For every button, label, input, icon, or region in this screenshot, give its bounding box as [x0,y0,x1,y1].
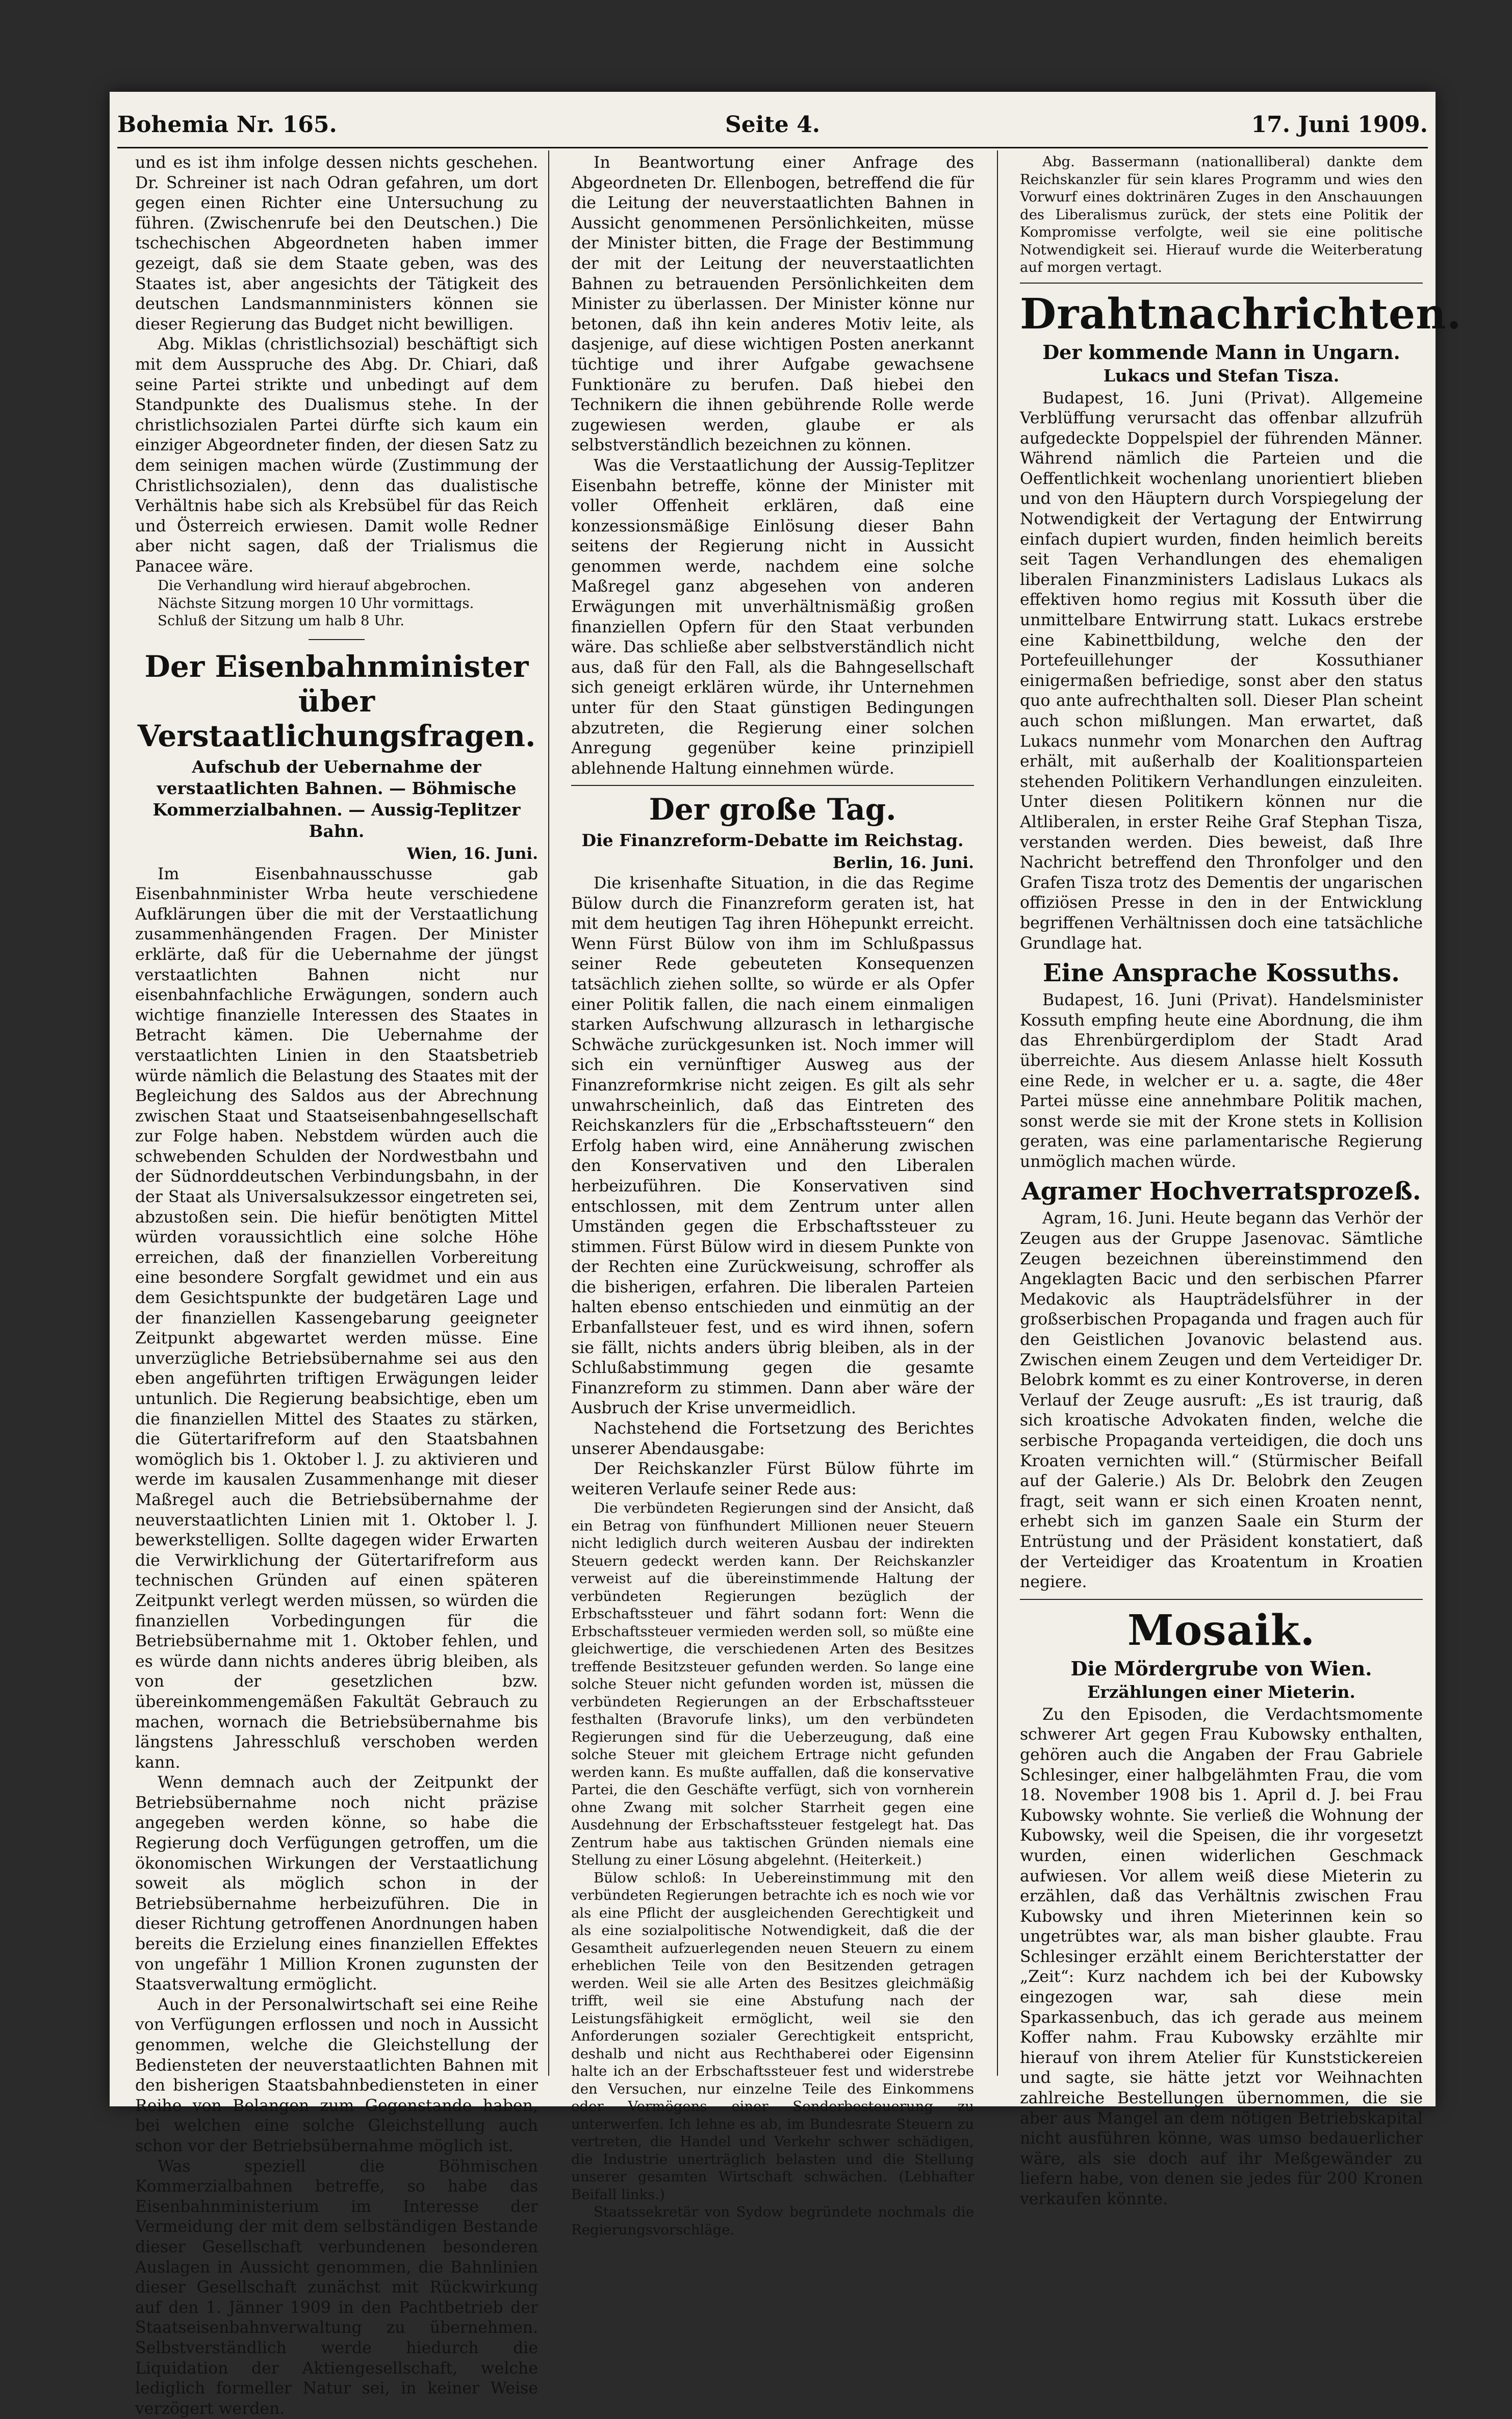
column-rule-2 [997,150,998,2076]
issue-date: 17. Juni 1909. [1251,112,1428,138]
paragraph: Nachstehend die Fortsetzung des Berichtes unserer Abendausgabe: [571,1419,974,1458]
paragraph: Budapest, 16. Juni (Privat). Handelsminister Kossuth empfing heute eine Abordnung, die ihm das Ehrenbürgerdiplom der Stadt Arad überreichte. Aus diesem Anlasse hielt Kossuth eine Rede, in welcher er u. a. sagte, die 48er Partei müsse eine annehmbare Politik machen, sonst werde sie mit der Krone stets in Kollision geraten, was eine parlamentarische Regierung unmöglich machen würde. [1020,991,1423,1171]
article-headline: Der Eisenbahnminister über Verstaatlichungsfragen. [137,649,536,753]
section-headline: Drahtnachrichten. [1020,289,1462,339]
column-2 [571,153,974,2238]
paragraph: und es ist ihm infolge dessen nichts geschehen. Dr. Schreiner ist nach Odran gefahren, um dort gegen einen Richter eine Untersuchung zu führen. (Zwischenrufe bei den Deutschen.) Die tschechischen Abgeordneten haben immer gezeigt, daß sie dem Staate geben, was des Staates ist, aber angesichts der Tätigkeit des deutschen Landsmannministers können sie dieser Regierung das Budget nicht bewilligen. [135,154,538,334]
article-subheadline: Die Finanzreform-Debatte im Reichstag. [581,830,964,851]
dateline: Berlin, 16. Juni. [833,854,974,873]
adjourn-line: Schluß der Sitzung um halb 8 Uhr. [158,613,405,629]
article-subheadline: Aufschub der Uebernahme der verstaatlichten Bahnen. — Böhmische Kommerzialbahnen. — Aussig-Teplitzer Bahn. [152,756,521,841]
divider [309,639,365,640]
article-headline: Der große Tag. [649,792,896,827]
article-headline: Der kommende Mann in Ungarn. [1042,340,1400,364]
paragraph: Bülow schloß: In Uebereinstimmung mit den verbündeten Regierungen betrachte ich es noch wie vor als eine Pflicht der ausgleichenden Gerechtigkeit und als eine sozialpolitische Notwendigkeit, daß die der Gesamtheit aufzuerlegenden neuen Steuern zu einem erheblichen Teile von den Besitzenden getragen werden. Weil sie alle Arten des Besitzes gleichmäßig trifft, weil sie eine Abstufung nach der Leistungsfähigkeit ermöglicht, weil sie den Anforderungen sozialer Gerechtigkeit entspricht, deshalb und nicht aus Rechthaberei oder Eigensinn halte ich an der Erbschaftssteuer fest und widerstrebe den Versuchen, nur einzelne Teile des Einkommens oder Vermögens einer Sonderbesteuerung zu unterwerfen. Ich lehne es ab, im Bundesrate Steuern zu vertreten, die Handel und Verkehr schwer schädigen, die Industrie unerträglich belasten und die Stellung unserer gesamten Wirtschaft schwächen. (Lebhafter Beifall links.) [571,1869,974,2203]
paragraph: Staatssekretär von Sydow begründete nochmals die Regierungsvorschläge. [571,2204,974,2238]
page-number: Seite 4. [725,112,821,138]
adjourn-line: Nächste Sitzung morgen 10 Uhr vormittags. [158,595,474,612]
paragraph: Was speziell die Böhmischen Kommerzialbahnen betreffe, so habe das Eisenbahnministerium im Interesse der Vermeidung der mit dem selbständigen Bestande dieser Gesellschaft verbundenen besonderen Auslagen in Aussicht genommen, die Bahnlinien dieser Gesellschaft zunächst mit Rückwirkung auf den 1. Jänner 1909 in den Pachtbetrieb der Staatseisenbahnverwaltung zu übernehmen. Selbstverständlich werde hiedurch die Liquidation der Aktiengesellschaft, welche lediglich formeller Natur sei, in keiner Weise verzögert werden. [135,2157,538,2418]
page-header [117,107,1428,143]
paragraph: Budapest, 16. Juni (Privat). Allgemeine Verblüffung verursacht das offenbar allzufrüh aufgedeckte Doppelspiel der führenden Männer. Während nämlich die Parteien und die Oeffentlichkeit wochenlang unorientiert blieben und von den Häuptern durch Vorspiegelung der Notwendigkeit der Vertagung der Entwirrung einfach dupiert wurden, finden heimlich bereits seit Tagen Verhandlungen des ehemaligen liberalen Finanzministers Ladislaus Lukacs als effektiven homo regius mit Kossuth über die unmittelbare Entwirrung statt. Lukacs erstrebe eine Kabinettbildung, welche den der Portefeuillehunger der Kossuthianer einigermaßen befriedige, sonst aber den status quo ante aufrechthalten soll. Dieser Plan scheint auch schon mißlungen. Man erwartet, daß Lukacs nunmehr vom Monarchen den Auftrag erhält, mit außerhalb der Koalitionsparteien stehenden Politikern Verhandlungen einzuleiten. Unter diesen Politikern können nur die Altliberalen, in erster Reihe Graf Stephan Tisza, verstanden werden. Dies beweist, daß Ihre Nachricht betreffend den Thronfolger und den Grafen Tisza trotz des Dementis der ungarischen offiziösen Presse in den in der Entwicklung begriffenen Verhältnissen doch eine tatsächliche Grundlage hat. [1020,389,1423,953]
newspaper-page [110,92,1462,2418]
divider [571,785,974,786]
paragraph: Abg. Miklas (christlichsozial) beschäftigt sich mit dem Ausspruche des Abg. Dr. Chiari, daß seine Partei strikte und unbedingt auf dem Standpunkte des Dualismus stehe. In der christlichsozialen Partei dürfte sich kaum ein einziger Abgeordneter finden, der diesen Satz zu dem seinigen machen würde (Zustimmung der Christlichsozialen), denn das dualistische Verhältnis habe sich als Krebsübel für das Reich und Österreich erwiesen. Damit wolle Redner aber nicht sagen, daß der Trialismus die Panacee wäre. [135,335,538,576]
article-headline: Agramer Hochverratsprozeß. [1021,1177,1421,1206]
paragraph: Abg. Bassermann (nationalliberal) dankte dem Reichskanzler für sein klares Programm und wies den Vorwurf eines doktrinären Zuges in den Anschauungen des Liberalismus zurück, der stets eine Politik der Kompromisse verfolgte, weil sie eine politische Notwendigkeit sei. Hierauf wurde die Weiterberatung auf morgen vertagt. [1020,154,1423,275]
paragraph: Zu den Episoden, die Verdachtsmomente schwerer Art gegen Frau Kubowsky enthalten, gehören auch die Angaben der Frau Gabriele Schlesinger, einer halbgelähmten Frau, die vom 18. November 1908 bis 1. April d. J. bei Frau Kubowsky wohnte. Sie verließ die Wohnung der Kubowsky, weil die Speisen, die ihr vorgesetzt wurden, einen widerlichen Geschmack aufwiesen. Vor allem weiß diese Mieterin zu erzählen, daß das Verhältnis zwischen Frau Kubowsky und ihren Mieterinnen kein so ungetrübtes war, als man bisher glaubte. Frau Schlesinger erzählt einem Berichterstatter der „Zeit“: Kurz nachdem ich bei der Kubowsky eingezogen war, sah diese mein Sparkassenbuch, das ich gerade aus meinem Koffer nahm. Frau Kubowsky erzählte mir hierauf von ihrem Atelier für Kunststickereien und sagte, sie hätte jetzt vor Weihnachten zahlreiche Bestellungen übernommen, die sie aber aus Mangel an dem nötigen Betriebskapital nicht ausführen könne, was umso bedauerlicher wäre, als sie doch auf ihr Meßgewänder zu liefern habe, von denen sie jedes für 200 Kronen verkaufen könnte. [1020,1705,1423,2208]
article-subheadline: Lukacs und Stefan Tisza. [1103,365,1340,386]
paragraph: Agram, 16. Juni. Heute begann das Verhör der Zeugen aus der Gruppe Jasenovac. Sämtliche Zeugen bezeichnen übereinstimmend den Angeklagten Bacic und den serbischen Pfarrer Medakovic als Haupträdelsführer in der großserbischen Propaganda und fragen auch für den Geistlichen Jovanovic belastend aus. Zwischen einem Zeugen und dem Verteidiger Dr. Belobrk kommt es zu einer Kontroverse, in deren Verlauf der Zeuge ausruft: „Es ist traurig, daß sich kroatische Advokaten finden, welche die serbische Propaganda verteidigen, die doch uns Kroaten vernichten will.“ (Stürmischer Beifall auf der Galerie.) Als Dr. Belobrk den Zeugen fragt, seit wann er sich einen Kroaten nennt, erhebt sich im ganzen Saale ein Sturm der Entrüstung und der Präsident konstatiert, daß der Verteidiger das Kroatentum in Kroatien negiere. [1020,1209,1423,1592]
header-rule [117,147,1428,148]
paragraph: Im Eisenbahnausschusse gab Eisenbahnminister Wrba heute verschiedene Aufklärungen über die mit der Verstaatlichung zusammenhängenden Fragen. Der Minister erklärte, daß für die Uebernahme der jüngst verstaatlichten Bahnen nicht nur eisenbahnfachliche Erwägungen, sondern auch wichtige finanzielle Interessen des Staates in Betracht kämen. Die Uebernahme der verstaatlichten Linien in den Staatsbetrieb würde nämlich die Belastung des Staates mit der Begleichung des Saldos aus der Abrechnung zwischen Staat und Staatseisenbahngesellschaft zur Folge haben. Nebstdem würden auch die schwebenden Schulden der Nordwestbahn und der Südnorddeutschen Verbindungsbahn, in der der Staat als Universalsukzessor eingetreten sei, abzustoßen sein. Die hiefür benötigten Mittel würden voraussichtlich eine solche Höhe erreichen, daß der finanziellen Vorbereitung eine besondere Sorgfalt gewidmet und ein aus dem Gesichtspunkte der budgetären Lage und der finanziellen Kassengebarung geeigneter Zeitpunkt abgewartet werden müsse. Eine unverzügliche Betriebsübernahme sei aus den eben angeführten triftigen Erwägungen leider untunlich. Die Regierung beabsichtige, eben um die finanziellen Mittel des Staates zu stärken, die Gütertarifreform auf den Staatsbahnen womöglich bis 1. Oktober l. J. zu aktivieren und werde im kausalen Zusammenhange mit dieser Maßregel auch die Betriebsübernahme der neuverstaatlichten Linien mit 1. Oktober l. J. bewerkstelligen. Sollte dagegen wider Erwarten die Verwirklichung der Gütertarifreform aus technischen Gründen auf einen späteren Zeitpunkt verlegt werden müssen, so würden die finanziellen Vorbedingungen für die Betriebsübernahme mit 1. Oktober fehlen, und es würde dann nichts anderes übrig bleiben, als von der gesetzlichen bzw. übereinkommengemäßen Fakultät Gebrauch zu machen, wornach die Betriebsübernahme bis längstens Jahresschluß verschoben werden kann. [135,864,538,1772]
article-headline: Die Mördergrube von Wien. [1070,1657,1372,1680]
paragraph: Auch in der Personalwirtschaft sei eine Reihe von Verfügungen erflossen und noch in Aussicht genommen, welche die Gleichstellung der Bediensteten der neuverstaatlichten Bahnen mit den bisherigen Staatsbahnbediensteten in einer Reihe von Belangen zum Gegenstande haben, bei welchen eine solche Gleichstellung auch schon vor der Betriebsübernahme möglich ist. [135,1995,538,2155]
paragraph: In Beantwortung einer Anfrage des Abgeordneten Dr. Ellenbogen, betreffend die für die Leitung der neuverstaatlichten Bahnen in Aussicht genommenen Persönlichkeiten, müsse der Minister bitten, die Frage der Bestimmung der mit der Leitung der neuverstaatlichten Bahnen zu betrauenden Persönlichkeiten dem Minister zu überlassen. Der Minister könne nur betonen, daß ihn kein anderes Motiv leite, als dasjenige, auf diese wichtigen Posten anerkannt tüchtige und ihrer Aufgabe gewachsene Funktionäre zu berufen. Daß hiebei den Technikern die ihnen gebührende Rolle werde zugewiesen werden, glaube er als selbstverständlich bezeichnen zu können. [571,154,974,455]
paragraph: Die krisenhafte Situation, in die das Regime Bülow durch die Finanzreform geraten ist, hat mit dem heutigen Tag ihren Höhepunkt erreicht. Wenn Fürst Bülow von ihm im Schlußpassus seiner Rede gebeuteten Konsequenzen tatsächlich ziehen sollte, so würde er als Opfer einer Politik fallen, die nach einem einmaligen starken Aufschwung allzurasch in lethargische Schwäche zurückgesunken ist. Noch immer will sich ein vernünftiger Ausweg aus der Finanzreformkrise nicht zeigen. Es gilt als sehr unwahrscheinlich, daß das Eintreten des Reichskanzlers für die „Erbschaftssteuern“ den Erfolg haben wird, eine Annäherung zwischen den Konservativen und den Liberalen herbeizuführen. Die Konservativen sind entschlossen, mit dem Zentrum unter allen Umständen gegen die Erbschaftssteuer zu stimmen. Fürst Bülow wird in diesem Punkte von der Rechten eine Zurückweisung, schroffer als die bisherigen, erfahren. Die liberalen Parteien halten ebenso entschieden und einmütig an der Erbanfallsteuer fest, und es wird ihnen, sofern sie fällt, nichts anders übrig bleiben, als in der Schlußabstimmung gegen die gesamte Finanzreform zu stimmen. Dann aber wäre der Ausbruch der Krise unvermeidlich. [571,874,974,1418]
paragraph: Wenn demnach auch der Zeitpunkt der Betriebsübernahme noch nicht präzise angegeben werden könne, so habe die Regierung doch Verfügungen getroffen, um die ökonomischen Wirkungen der Verstaatlichung soweit als möglich schon in der Betriebsübernahme herbeizuführen. Die in dieser Richtung getroffenen Anordnungen haben bereits die Erzielung eines finanziellen Effektes von ungefähr 1 Million Kronen zugunsten der Staatsverwaltung ermöglicht. [135,1773,538,1994]
paragraph: Was die Verstaatlichung der Aussig-Teplitzer Eisenbahn betreffe, könne der Minister mit voller Offenheit erklären, daß eine konzessionsmäßige Einlösung dieser Bahn seitens der Regierung nicht in Aussicht genommen werde, nachdem eine solche Maßregel ganz abgesehen von anderen Erwägungen mit unverhältnismäßig großen finanziellen Opfern für den Staat verbunden wäre. Das schließe aber selbstverständlich nicht aus, daß für den Fall, als die Bahngesellschaft sich geneigt erklären würde, ihr Unternehmen unter für den Staat günstigen Bedingungen abzutreten, die Regierung einer solchen Anregung gegenüber keine prinzipiell ablehnende Haltung einnehmen würde. [571,456,974,778]
paper-issue: Bohemia Nr. 165. [117,112,337,138]
column-1 [135,153,538,2418]
column-rule-1 [548,150,549,2076]
adjourn-line: Die Verhandlung wird hierauf abgebrochen. [158,577,471,594]
section-headline: Mosaik. [1127,1606,1316,1655]
divider [1020,283,1423,284]
article-headline: Eine Ansprache Kossuths. [1043,959,1400,988]
article-subheadline: Erzählungen einer Mieterin. [1087,1682,1355,1702]
paragraph: Die verbündeten Regierungen sind der Ansicht, daß ein Betrag von fünfhundert Millionen neuer Steuern nicht lediglich durch weiteren Ausbau der indirekten Steuern gedeckt werden kann. Der Reichskanzler verweist auf die übereinstimmende Haltung der verbündeten Regierungen bezüglich der Erbschaftssteuer und fährt sodann fort: Wenn die Erbschaftssteuer vermieden werden soll, so müßte eine gleichwertige, die verschiedenen Arten des Besitzes treffende Besitzsteuer gefunden werden. So lange eine solche Steuer nicht gefunden worden ist, müssen die verbündeten Regierungen an der Erbschaftssteuer festhalten (Bravorufe links), um den verbündeten Regierungen sind für die Ueberzeugung, daß eine solche Steuer mit gleichem Ertrage nicht gefunden werden kann. Es mußte auffallen, daß die konservative Partei, die den Geschäfte verfügt, sich von vornherein ohne Zwang mit solcher Starrheit gegen eine Ausdehnung der Erbschaftssteuer festgelegt hat. Das Zentrum habe aus taktischen Gründen niemals eine Stellung zu einer Lösung abgelehnt. (Heiterkeit.) [571,1500,974,1869]
column-3 [1020,153,1462,2208]
speaker-intro: Der Reichskanzler Fürst Bülow führte im weiteren Verlaufe seiner Rede aus: [571,1460,974,1498]
divider [1020,1599,1423,1600]
dateline: Wien, 16. Juni. [407,844,538,863]
